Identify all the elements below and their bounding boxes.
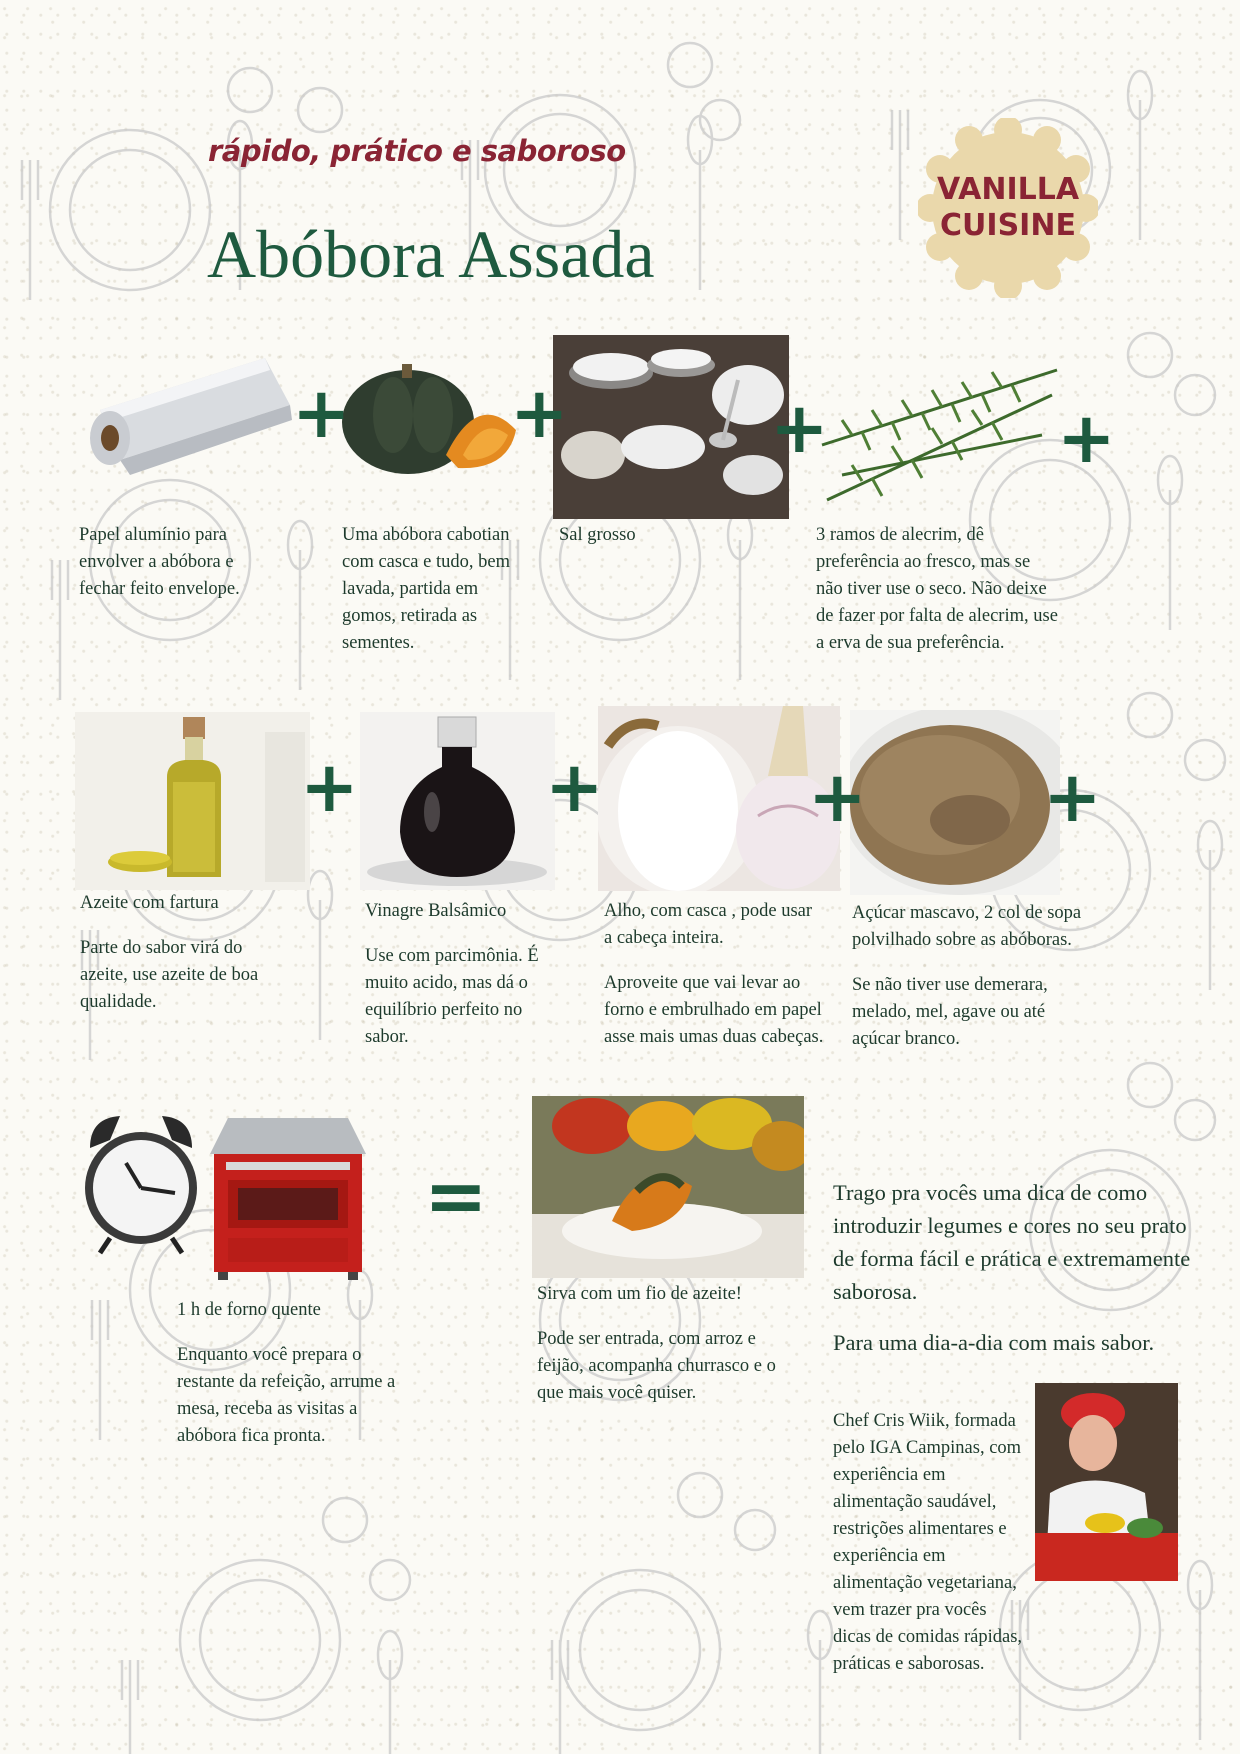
plus-sign: +	[292, 372, 351, 454]
plus-sign: +	[300, 746, 359, 828]
ingredient-garlic-title: Alho, com casca , pode usar a cabeça inteira.	[604, 901, 813, 948]
intro-paragraph: Trago pra vocês uma dica de como introduzir legumes e cores no seu prato de forma fácil e prática e extremamente saborosa.	[833, 1180, 1191, 1304]
serve-desc: Pode ser entrada, com arroz e feijão, acompanha churrasco e o que mais você quiser.	[537, 1329, 776, 1403]
coarse-salt-image	[553, 335, 789, 519]
vanilla-cuisine-logo	[918, 118, 1098, 298]
oven-desc: Enquanto você prepara o restante da refeição, arrume a mesa, receba as visitas a abóbora fica pronta.	[177, 1345, 396, 1446]
plus-sign: +	[545, 746, 604, 828]
ingredient-garlic-text	[604, 898, 824, 1069]
rosemary-image	[812, 350, 1064, 515]
brown-sugar-image	[850, 710, 1060, 895]
intro-tagline: Para uma dia-a-dia com mais sabor.	[833, 1330, 1155, 1355]
ingredient-sugar-text	[852, 900, 1082, 1071]
pumpkin-image	[338, 360, 518, 480]
balsamic-image	[360, 712, 555, 890]
plus-sign: +	[808, 756, 867, 838]
chef-bio-text: Chef Cris Wiik, formada pelo IGA Campinas, com experiência em alimentação saudável, restrições alimentares e experiência em alimentação vegetariana, vem trazer pra vocês dicas de comidas rápidas, práticas e saborosas.	[833, 1411, 1023, 1674]
plus-sign: +	[1043, 756, 1102, 838]
chef-bio	[833, 1408, 1183, 1678]
ingredient-garlic-desc: Aproveite que vai levar ao forno e embrulhado em papel asse mais umas duas cabeças.	[604, 973, 824, 1047]
logo-line-1: VANILLA	[936, 172, 1080, 207]
serve-text	[537, 1281, 807, 1425]
ingredient-rosemary-text: 3 ramos de alecrim, dê preferência ao fresco, mas se não tiver use o seco. Não deixe de fazer por falta de alecrim, use a erva de sua preferência.	[816, 525, 1058, 653]
tagline: rápido, prático e saboroso	[208, 134, 626, 168]
aluminum-foil-image	[80, 350, 300, 490]
plus-sign: +	[1057, 397, 1116, 479]
ingredient-balsamic-title: Vinagre Balsâmico	[365, 901, 507, 921]
ingredient-foil-text: Papel alumínio para envolver a abóbora e fechar feito envelope.	[79, 525, 240, 599]
ingredient-oil-title: Azeite com fartura	[80, 893, 219, 913]
plus-sign: +	[770, 387, 829, 469]
red-oven-image	[208, 1112, 368, 1282]
serve-title: Sirva com um fio de azeite!	[537, 1284, 742, 1304]
olive-oil-image	[75, 712, 310, 890]
ingredient-sugar-title: Açúcar mascavo, 2 col de sopa polvilhado sobre as abóboras.	[852, 903, 1082, 950]
ingredient-balsamic-desc: Use com parcimônia. É muito acido, mas dá o equilíbrio perfeito no sabor.	[365, 946, 539, 1047]
page-title: Abóbora Assada	[207, 216, 655, 292]
logo-line-2: CUISINE	[940, 208, 1076, 243]
roasted-pumpkin-dish-image	[532, 1096, 804, 1278]
oven-title: 1 h de forno quente	[177, 1300, 321, 1320]
garlic-image	[598, 706, 840, 891]
ingredient-pumpkin-text: Uma abóbora cabotian com casca e tudo, bem lavada, partida em gomos, retirada as sementes.	[342, 525, 510, 653]
alarm-clock-icon	[80, 1108, 202, 1256]
ingredient-oil-desc: Parte do sabor virá do azeite, use azeite de boa qualidade.	[80, 938, 259, 1012]
ingredient-balsamic-text	[365, 898, 545, 1069]
oven-text	[177, 1297, 397, 1468]
ingredient-sugar-desc: Se não tiver use demerara, melado, mel, agave ou até açúcar branco.	[852, 975, 1048, 1049]
ingredient-oil-text	[80, 890, 290, 1034]
plus-sign: +	[510, 372, 569, 454]
ingredient-salt-text: Sal grosso	[559, 525, 636, 545]
equals-sign: =	[424, 1151, 488, 1240]
